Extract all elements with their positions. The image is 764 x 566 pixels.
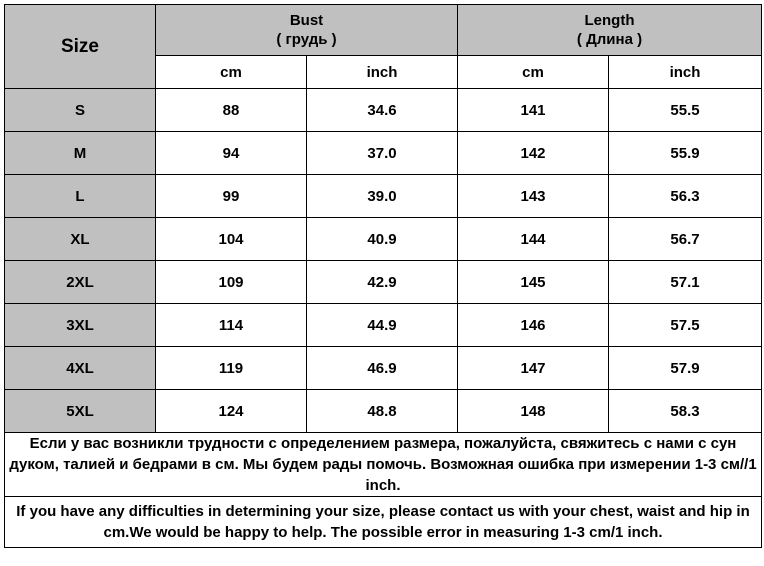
length-inch-cell: 58.3 xyxy=(609,390,762,433)
table-row xyxy=(5,218,762,261)
bust-inch-cell: 48.8 xyxy=(307,390,458,433)
bust-cm-cell: 119 xyxy=(156,347,307,390)
length-inch-cell: 57.5 xyxy=(609,304,762,347)
size-column-header: Size xyxy=(5,5,156,89)
length-cm-cell: 148 xyxy=(458,390,609,433)
note-russian: Если у вас возникли трудности с определением размера, пожалуйста, свяжитесь с нами с сун дуком, талией и бедрами в см. Мы будем рады помочь. Возможная ошибка при измерении 1-3 см//1 inch. xyxy=(5,433,762,497)
bust-sublabel: ( грудь ) xyxy=(276,31,337,48)
length-label: Length xyxy=(584,12,635,29)
length-inch-header: inch xyxy=(609,56,762,89)
table-row xyxy=(5,132,762,175)
table-row xyxy=(5,175,762,218)
size-cell: 3XL xyxy=(5,304,156,347)
size-cell: M xyxy=(5,132,156,175)
length-sublabel: ( Длина ) xyxy=(576,31,643,48)
table-row xyxy=(5,390,762,433)
bust-inch-cell: 46.9 xyxy=(307,347,458,390)
bust-inch-cell: 39.0 xyxy=(307,175,458,218)
bust-cm-cell: 104 xyxy=(156,218,307,261)
size-cell: XL xyxy=(5,218,156,261)
size-cell: 5XL xyxy=(5,390,156,433)
table-row xyxy=(5,261,762,304)
size-chart-table xyxy=(4,4,762,548)
bust-cm-cell: 94 xyxy=(156,132,307,175)
bust-inch-cell: 40.9 xyxy=(307,218,458,261)
bust-cm-cell: 114 xyxy=(156,304,307,347)
bust-cm-header: cm xyxy=(156,56,307,89)
length-cm-cell: 143 xyxy=(458,175,609,218)
bust-inch-cell: 42.9 xyxy=(307,261,458,304)
length-column-header xyxy=(458,5,762,56)
table-row xyxy=(5,89,762,132)
bust-inch-cell: 44.9 xyxy=(307,304,458,347)
header-row xyxy=(5,5,762,56)
note-row-english xyxy=(5,497,762,548)
bust-inch-cell: 37.0 xyxy=(307,132,458,175)
length-cm-cell: 144 xyxy=(458,218,609,261)
size-cell: L xyxy=(5,175,156,218)
length-inch-cell: 56.7 xyxy=(609,218,762,261)
length-inch-cell: 55.9 xyxy=(609,132,762,175)
length-inch-cell: 56.3 xyxy=(609,175,762,218)
bust-cm-cell: 124 xyxy=(156,390,307,433)
bust-label: Bust xyxy=(289,12,324,29)
length-cm-cell: 146 xyxy=(458,304,609,347)
length-cm-cell: 145 xyxy=(458,261,609,304)
size-cell: S xyxy=(5,89,156,132)
length-inch-cell: 57.9 xyxy=(609,347,762,390)
note-english: If you have any difficulties in determining your size, please contact us with your chest, waist and hip in cm.We would be happy to help. The possible error in measuring 1-3 cm/1 inch. xyxy=(5,497,762,548)
bust-column-header xyxy=(156,5,458,56)
note-row-russian xyxy=(5,433,762,497)
length-inch-cell: 55.5 xyxy=(609,89,762,132)
table-row xyxy=(5,347,762,390)
bust-inch-header: inch xyxy=(307,56,458,89)
bust-cm-cell: 99 xyxy=(156,175,307,218)
length-cm-cell: 147 xyxy=(458,347,609,390)
size-cell: 2XL xyxy=(5,261,156,304)
size-cell: 4XL xyxy=(5,347,156,390)
length-cm-cell: 142 xyxy=(458,132,609,175)
bust-inch-cell: 34.6 xyxy=(307,89,458,132)
length-cm-cell: 141 xyxy=(458,89,609,132)
bust-cm-cell: 109 xyxy=(156,261,307,304)
length-inch-cell: 57.1 xyxy=(609,261,762,304)
table-row xyxy=(5,304,762,347)
length-cm-header: cm xyxy=(458,56,609,89)
bust-cm-cell: 88 xyxy=(156,89,307,132)
